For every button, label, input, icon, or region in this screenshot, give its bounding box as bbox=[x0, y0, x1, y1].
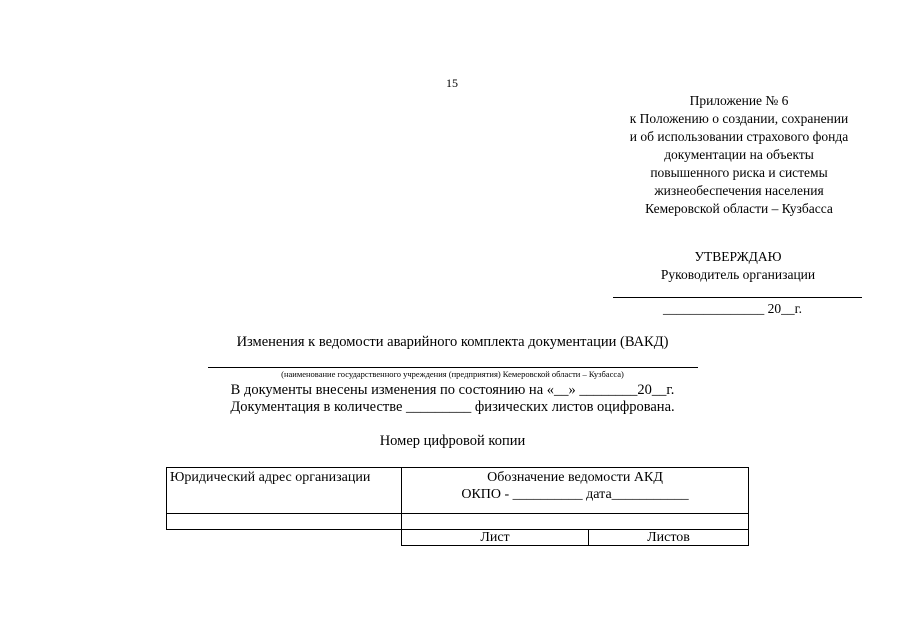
appendix-line: документации на объекты bbox=[664, 147, 814, 162]
org-name-caption: (наименование государственного учреждения (предприятия) Кемеровской области – Кузбасса) bbox=[281, 369, 624, 379]
page-number: 15 bbox=[446, 76, 458, 90]
sheets-cell: Листов bbox=[589, 530, 749, 546]
approval-block bbox=[608, 248, 868, 284]
empty-cell bbox=[402, 514, 749, 530]
signature-line bbox=[613, 297, 862, 298]
appendix-line: Приложение № 6 bbox=[689, 93, 789, 108]
designation-label: Обозначение ведомости АКД bbox=[487, 470, 663, 485]
appendix-line: Кемеровской области – Кузбасса bbox=[645, 201, 833, 216]
approval-date-line: _______________ 20__г. bbox=[663, 301, 803, 316]
appendix-line: повышенного риска и системы bbox=[650, 165, 828, 180]
appendix-line: и об использовании страхового фонда bbox=[629, 129, 849, 144]
appendix-block bbox=[580, 92, 898, 218]
designation-cell bbox=[402, 468, 749, 514]
changes-line: В документы внесены изменения по состоянию на «__» ________20__г. bbox=[230, 382, 675, 398]
approval-position: Руководитель организации bbox=[660, 267, 816, 282]
okpo-line: ОКПО - __________ дата___________ bbox=[461, 487, 689, 502]
approval-heading: УТВЕРЖДАЮ bbox=[694, 249, 782, 264]
copy-number-label: Номер цифровой копии bbox=[379, 433, 526, 449]
document-table bbox=[166, 467, 749, 546]
digitized-line: Документация в количестве _________ физических листов оцифрована. bbox=[230, 399, 675, 415]
blank-cell bbox=[167, 530, 402, 546]
legal-address-cell: Юридический адрес организации bbox=[167, 468, 402, 514]
sheet-cell: Лист bbox=[402, 530, 589, 546]
table-row bbox=[167, 514, 749, 530]
document-title: Изменения к ведомости аварийного комплекта документации (ВАКД) bbox=[236, 334, 669, 350]
table-row bbox=[167, 468, 749, 514]
org-name-line bbox=[208, 367, 698, 368]
empty-cell bbox=[167, 514, 402, 530]
appendix-line: к Положению о создании, сохранении bbox=[629, 111, 849, 126]
appendix-line: жизнеобеспечения населения bbox=[654, 183, 824, 198]
table-row bbox=[167, 530, 749, 546]
